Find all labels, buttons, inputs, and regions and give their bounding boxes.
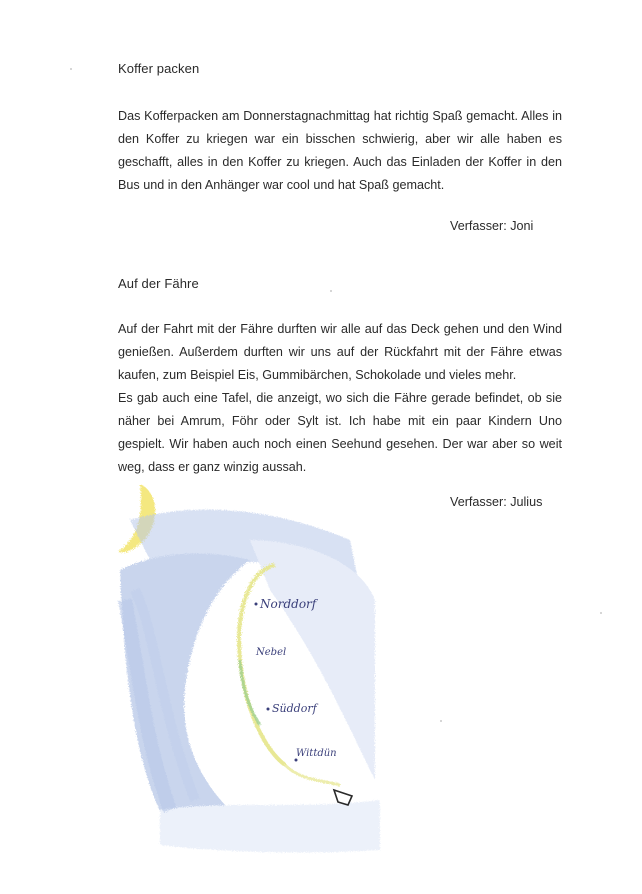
author-joni: Verfasser: Joni [450, 219, 534, 233]
paragraph-line: näher bei Amrum, Föhr oder Sylt ist. Ich habe mit ein paar Kindern Uno [118, 414, 562, 428]
author-julius: Verfasser: Julius [450, 495, 543, 509]
section-title-koffer-packen: Koffer packen [118, 61, 200, 76]
label-sueddorf: Süddorf [272, 702, 317, 715]
label-norddorf: Norddorf [260, 597, 317, 611]
label-nebel: Nebel [256, 647, 287, 658]
paragraph-line: gespielt. Wir haben auch noch einen Seehund gesehen. Der war aber so weit [118, 437, 562, 451]
paragraph-line: kaufen, zum Beispiel Eis, Gummibärchen, Schokolade und vieles mehr. [118, 368, 517, 382]
paragraph-line: Auf der Fahrt mit der Fähre durften wir alle auf das Deck gehen und den Wind [118, 322, 562, 336]
scan-speck [600, 612, 602, 614]
paragraph-line: genießen. Außerdem durften wir uns auf der Rückfahrt mit der Fähre etwas [118, 345, 562, 359]
paragraph-line: den Koffer zu kriegen war ein bisschen schwierig, aber wir alle haben es [118, 132, 562, 146]
ferry-boat [334, 790, 352, 805]
paragraph-line: Das Kofferpacken am Donnerstagnachmittag hat richtig Spaß gemacht. Alles in [118, 109, 562, 123]
village-dot [255, 603, 258, 606]
island-drawing [100, 480, 390, 860]
sea-scribbles [120, 510, 380, 853]
paragraph-line: geschafft, alles in den Koffer zu kriegen. Auch das Einladen der Koffer in den [118, 155, 562, 169]
paragraph-line: weg, dass er ganz winzig aussah. [118, 460, 307, 474]
village-dot [295, 759, 298, 762]
section-paragraph-auf-der-faehre [118, 318, 562, 479]
scan-speck [330, 290, 332, 292]
label-wittduen: Wittdün [296, 748, 337, 759]
paragraph-line: Es gab auch eine Tafel, die anzeigt, wo sich die Fähre gerade befindet, ob sie [118, 391, 562, 405]
scan-speck [70, 68, 72, 70]
section-title-auf-der-faehre: Auf der Fähre [118, 276, 199, 291]
section-paragraph-koffer-packen [118, 105, 562, 197]
village-dot [267, 708, 270, 711]
scan-speck [440, 720, 442, 722]
paragraph-line: Bus und in den Anhänger war cool und hat Spaß gemacht. [118, 178, 445, 192]
